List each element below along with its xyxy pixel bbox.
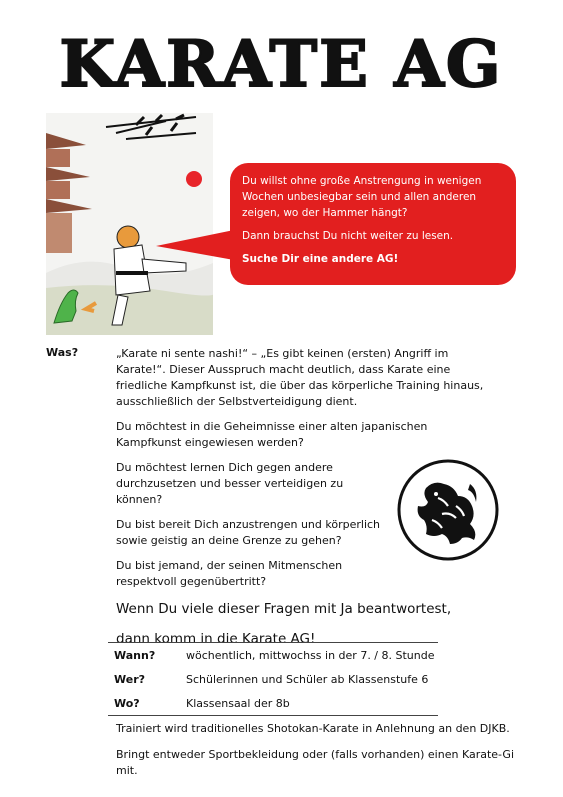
conclusion-line-2: dann komm in die Karate AG! <box>116 631 316 647</box>
intro-paragraph: „Karate ni sente nashi!“ – „Es gibt keinen (ersten) Angriff im Karate!“. Dieser Ausspruch macht deutlich, dass Karate eine friedliche Kampfkunst ist, die über das körperliche Training hinaus, ausschließlich der Selbstverteidigung dient. <box>116 347 484 408</box>
question-4: Du bist jemand, der seinen Mitmenschen respektvoll gegenübertritt? <box>116 559 343 588</box>
question-1: Du möchtest in die Geheimnisse einer alten japanischen Kampfkunst eingewiesen werden? <box>116 420 428 449</box>
title-text: KARATE AG <box>59 27 503 102</box>
bubble-tail <box>156 226 236 266</box>
conclusion-line-1: Wenn Du viele dieser Fragen mit Ja beantwortest, <box>116 601 452 617</box>
shotokan-tiger-emblem <box>396 458 500 562</box>
row-value: Klassensaal der 8b <box>186 696 290 710</box>
bubble-callout: Suche Dir eine andere AG! <box>242 253 399 265</box>
table-row <box>108 643 438 667</box>
row-key: Wer? <box>114 672 146 686</box>
row-value: Schülerinnen und Schüler ab Klassenstufe 6 <box>186 672 429 686</box>
row-key: Wann? <box>114 648 156 662</box>
bubble-answer: Dann brauchst Du nicht weiter zu lesen. <box>242 230 454 242</box>
bubble-question: Du willst ohne große Anstrengung in wenigen Wochen unbesiegbar sein und allen anderen zeigen, wo der Hammer hängt? <box>242 175 482 219</box>
row-key: Wo? <box>114 696 140 710</box>
footer-notes <box>116 721 536 789</box>
table-row <box>108 667 438 691</box>
was-label: Was? <box>46 346 79 359</box>
page-title <box>0 24 563 104</box>
question-3: Du bist bereit Dich anzustrengen und körperlich sowie geistig an deine Grenze zu gehen? <box>116 518 381 547</box>
training-note: Trainiert wird traditionelles Shotokan-Karate in Anlehnung an den DJKB. <box>116 722 510 735</box>
karate-tiger-illustration <box>46 113 213 335</box>
table-row <box>108 691 438 715</box>
clothing-note: Bringt entweder Sportbekleidung oder (falls vorhanden) einen Karate-Gi mit. <box>116 748 515 777</box>
row-value: wöchentlich, mittwochss in der 7. / 8. Stunde <box>186 648 435 662</box>
question-2: Du möchtest lernen Dich gegen andere durchzusetzen und besser verteidigen zu können? <box>116 461 344 506</box>
red-sun <box>186 171 202 187</box>
speech-bubble <box>230 163 516 285</box>
info-table <box>108 642 438 716</box>
